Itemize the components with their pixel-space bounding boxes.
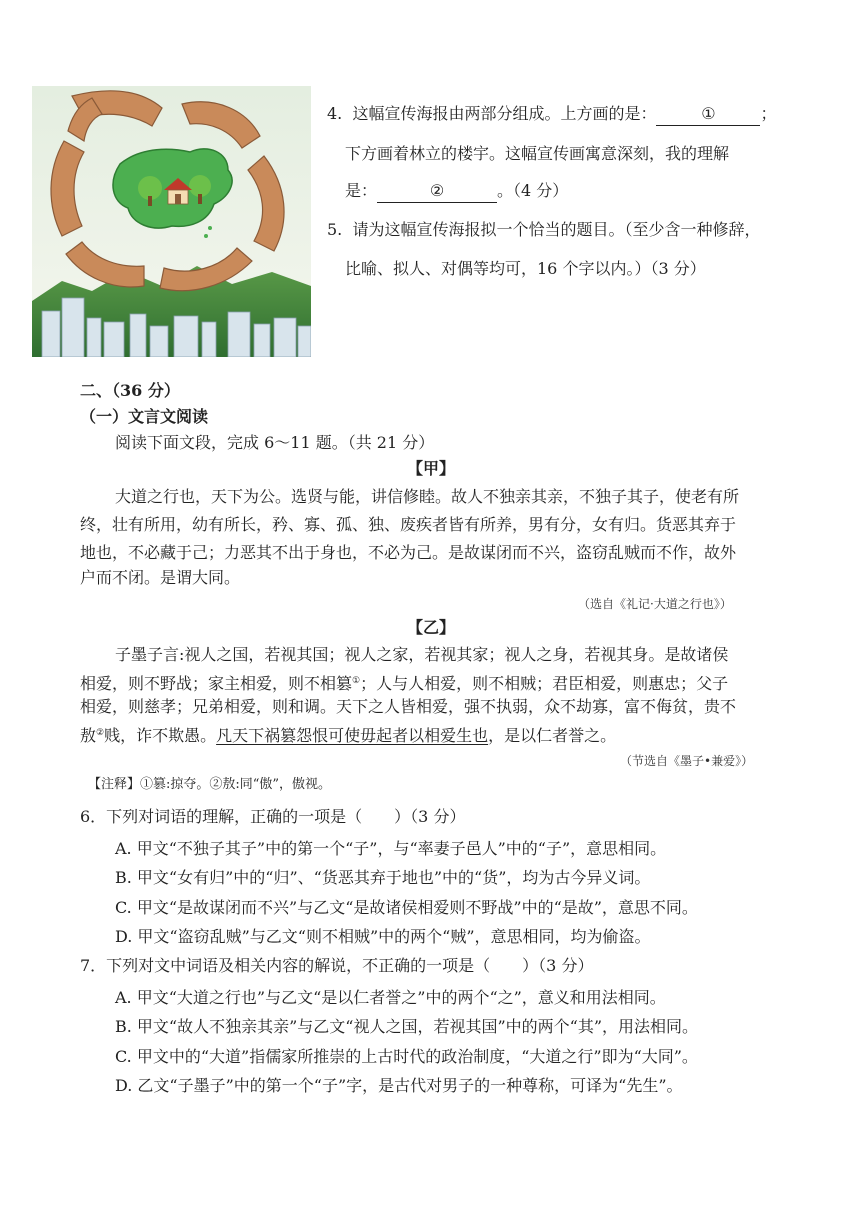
hands-holding-china-map-icon [32, 86, 311, 357]
passage-yi-line3: 相爱，则慈孝；兄弟相爱，则和调。天下之人皆相爱，强不执弱，众不劫寡，富不侮贫，贵不 [80, 697, 737, 716]
passage-jia-line4: 户而不闭。是谓大同。 [80, 568, 241, 587]
subsection-heading: （一）文言文阅读 [80, 407, 209, 426]
passage-yi-source: （节选自《墨子•兼爱》） [620, 754, 754, 768]
question-7-option-c[interactable]: C. 甲文中的“大道”指儒家所推崇的上古时代的政治制度，“大道之行”即为“大同”。 [115, 1047, 698, 1066]
passage-yi-line4-a: 敖 [80, 726, 97, 745]
question-5-line1 [327, 219, 760, 241]
passage-yi-line2-b: ；人与人相爱，则不相贼；君臣相爱，则惠忠；父子 [360, 674, 729, 693]
answer-blank-2[interactable]: ② [377, 180, 497, 203]
passage-jia-line3: 地也，不必藏于己；力恶其不出于身也，不必为己。是故谋闭而不兴，盗窃乱贼而不作，故外 [80, 543, 737, 562]
question-6-option-d[interactable]: D. 甲文“盗窃乱贼”与乙文“则不相贼”中的两个“贼”，意思相同，均为偷盗。 [115, 927, 651, 946]
question-4-line1 [327, 103, 776, 126]
question-6-option-a[interactable]: A. 甲文“不独子其子”中的第一个“子”，与“率妻子邑人”中的“子”，意思相同。 [115, 839, 667, 858]
answer-blank-1[interactable]: ① [656, 103, 760, 126]
annotation-note: 【注释】①篡:掠夺。②敖:同“傲”，傲视。 [88, 777, 332, 792]
section-intro: 阅读下面文段，完成 6～11 题。（共 21 分） [115, 433, 435, 452]
passage-jia-title: 【甲】 [407, 459, 456, 478]
question-7-stem: 7．下列对文中词语及相关内容的解说，不正确的一项是（ ）（3 分） [80, 956, 594, 975]
passage-jia-line2: 终，壮有所用，幼有所长，矜、寡、孤、独、废疾者皆有所养，男有分，女有归。货恶其弃于 [80, 515, 737, 534]
question-6-option-b[interactable]: B. 甲文“女有归”中的“归”、“货恶其弃于地也”中的“货”，均为古今异义词。 [115, 868, 651, 887]
underlined-sentence: 凡天下祸篡怨恨可使毋起者以相爱生也 [216, 726, 489, 745]
passage-jia-line1: 大道之行也，天下为公。选贤与能，讲信修睦。故人不独亲其亲，不独子其子，使老有所 [115, 487, 740, 506]
footnote-mark-1: ① [352, 676, 361, 686]
question-7-option-d[interactable]: D. 乙文“子墨子”中的第一个“子”字，是古代对男子的一种尊称，可译为“先生”。 [115, 1076, 683, 1095]
passage-yi-title: 【乙】 [407, 618, 456, 637]
passage-yi-line4-b: 贱，诈不欺愚。 [104, 726, 217, 745]
question-4-line3-b: 。（4 分） [497, 181, 569, 200]
passage-yi-line1: 子墨子言:视人之国，若视其国；视人之家，若视其家；视人之身，若视其身。是故诸侯 [115, 645, 729, 664]
question-4-text-a: 这幅宣传海报由两部分组成。上方画的是： [352, 104, 657, 123]
question-5-number: 5. [327, 220, 343, 239]
passage-yi-line2 [80, 670, 728, 695]
question-4-text-b: ； [760, 104, 777, 123]
question-4-number: 4. [327, 104, 343, 123]
question-7-option-a[interactable]: A. 甲文“大道之行也”与乙文“是以仁者誉之”中的两个“之”，意义和用法相同。 [115, 988, 666, 1007]
question-4-line3 [345, 180, 568, 203]
footnote-mark-2: ② [96, 728, 105, 738]
question-6-stem: 6．下列对词语的理解，正确的一项是（ ）（3 分） [80, 807, 466, 826]
passage-yi-line2-a: 相爱，则不野战；家主相爱，则不相篡 [80, 674, 353, 693]
passage-yi-line4-c: ，是以仁者誉之。 [488, 726, 617, 745]
question-4-line3-a: 是： [345, 181, 378, 200]
question-4-line2: 下方画着林立的楼宇。这幅宣传画寓意深刻，我的理解 [345, 144, 730, 163]
question-7-option-b[interactable]: B. 甲文“故人不独亲其亲”与乙文“视人之国，若视其国”中的两个“其”，用法相同。 [115, 1017, 699, 1036]
propaganda-poster-image [32, 86, 311, 357]
question-6-option-c[interactable]: C. 甲文“是故谋闭而不兴”与乙文“是故诸侯相爱则不野战”中的“是故”，意思不同。 [115, 898, 698, 917]
passage-jia-source: （选自《礼记·大道之行也》） [578, 597, 732, 611]
section-heading: 二、（36 分） [80, 381, 180, 400]
passage-yi-line4 [80, 722, 616, 747]
question-5-text: 请为这幅宣传海报拟一个恰当的题目。（至少含一种修辞， [352, 220, 761, 239]
question-5-line2: 比喻、拟人、对偶等均可，16 个字以内。）（3 分） [345, 259, 706, 278]
